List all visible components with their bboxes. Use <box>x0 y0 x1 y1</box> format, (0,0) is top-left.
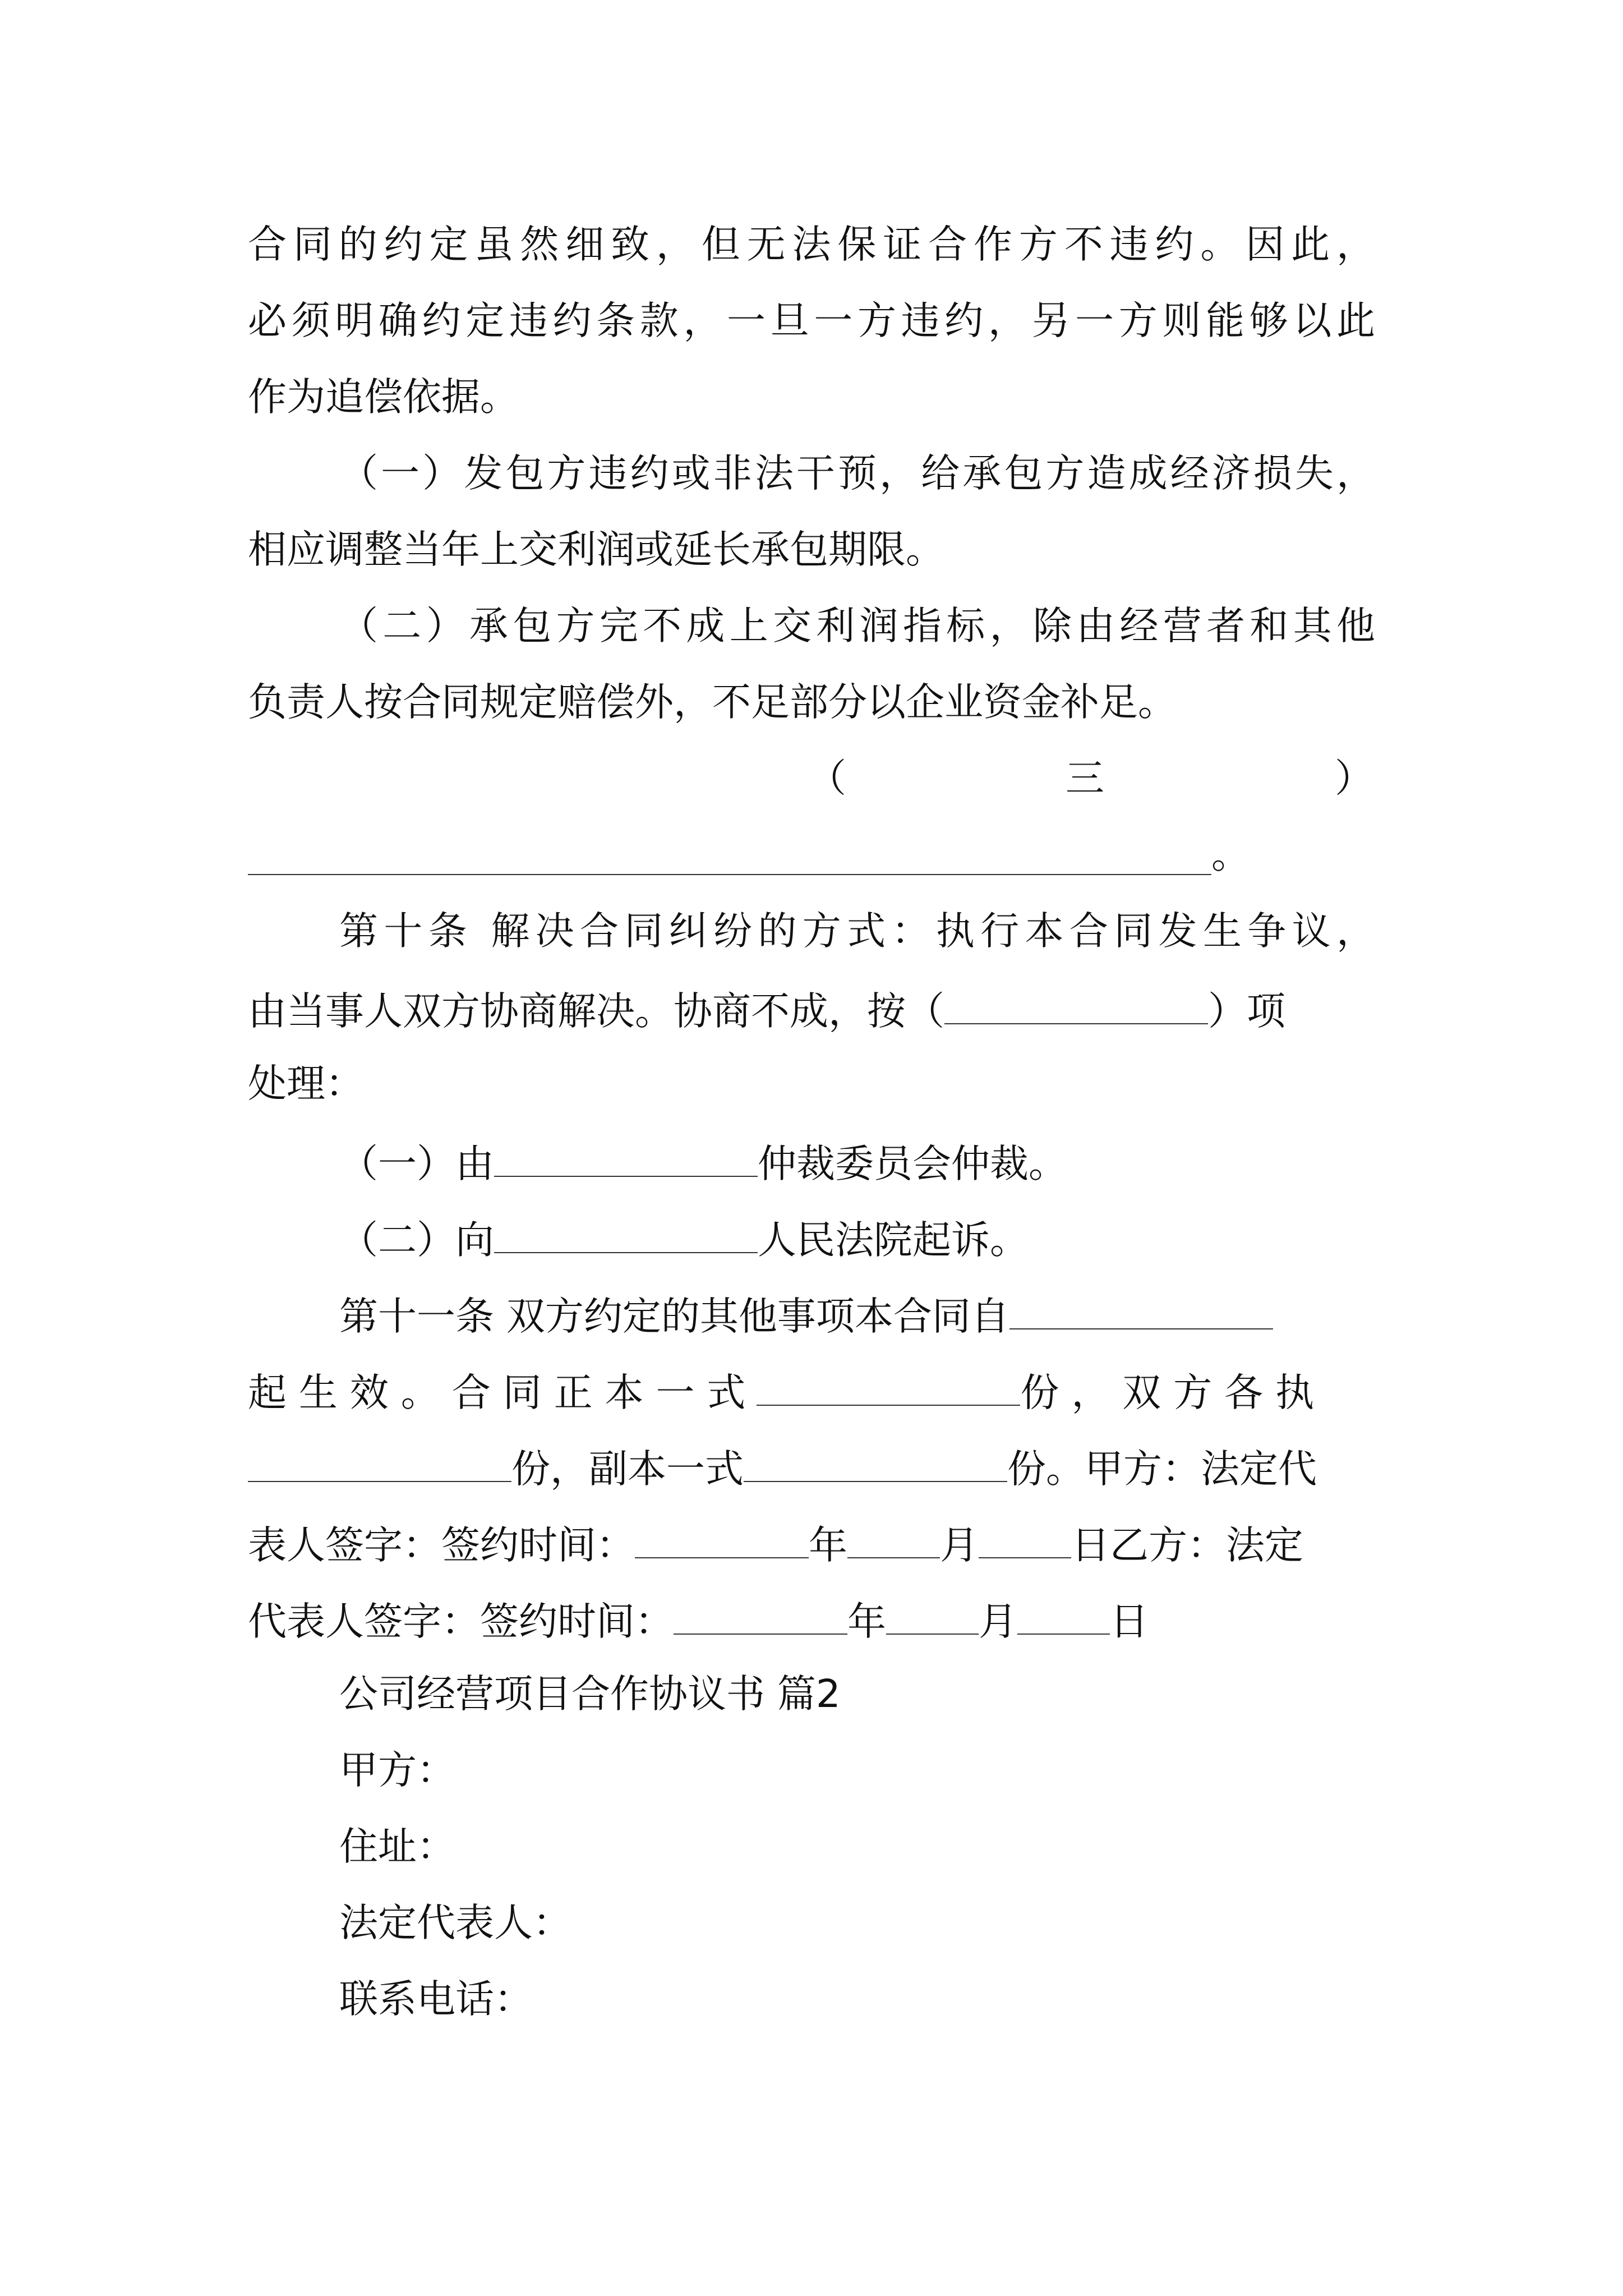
party-a-sign-label: 表人签字：签约时间： <box>248 1523 635 1568</box>
party-b-day-label: 日 <box>1110 1599 1149 1645</box>
party-b-month-blank <box>886 1599 979 1635</box>
article-eleven-line-3 <box>248 1446 1317 1492</box>
article-ten-item-blank <box>944 988 1208 1024</box>
duplicate-copies-blank <box>744 1446 1007 1482</box>
article-eleven-line-2 <box>248 1370 1315 1416</box>
article-ten-line-2-end: ）项 <box>1208 989 1285 1034</box>
section-two-phone: 联系电话： <box>339 1977 533 2022</box>
article-eleven-line-5 <box>248 1599 1149 1645</box>
court-name-blank <box>494 1217 758 1253</box>
party-a-month-label: 月 <box>940 1523 979 1568</box>
item-two-line-2: 负责人按合同规定赔偿外，不足部分以企业资金补足。 <box>248 680 1177 725</box>
article-eleven-line-3-end: 份。甲方：法定代 <box>1007 1447 1317 1492</box>
option-1-suffix: 仲裁委员会仲裁。 <box>758 1142 1067 1187</box>
option-1-prefix: （一）由 <box>339 1142 494 1187</box>
breach-paragraph-line-3: 作为追偿依据。 <box>248 375 519 420</box>
breach-paragraph-line-2: 必须明确约定违约条款，一旦一方违约，另一方则能够以此 <box>248 298 1375 343</box>
party-b-sign-label: 日乙方：法定 <box>1071 1523 1303 1568</box>
breach-paragraph-line-1: 合同的约定虽然细致，但无法保证合作方不违约。因此， <box>248 222 1375 267</box>
item-two-line-1: （二）承包方完不成上交利润指标，除由经营者和其他 <box>339 604 1375 648</box>
effective-date-blank <box>1009 1294 1273 1329</box>
item-three-open-paren: （ <box>808 756 846 801</box>
arbitration-commission-blank <box>494 1141 758 1177</box>
section-two-party-a: 甲方： <box>339 1748 455 1793</box>
section-two-title: 公司经营项目合作协议书 篇2 <box>339 1672 841 1717</box>
party-b-year-label: 年 <box>847 1599 886 1645</box>
article-eleven-line-4 <box>248 1522 1303 1568</box>
item-three-period: 。 <box>1211 832 1250 877</box>
item-three-number: 三 <box>1066 756 1104 801</box>
article-ten-line-3: 处理： <box>248 1061 364 1106</box>
item-one-line-1: （一）发包方违约或非法干预，给承包方造成经济损失， <box>339 451 1375 496</box>
article-ten-line-1: 第十条 解决合同纠纷的方式：执行本合同发生争议， <box>339 909 1375 954</box>
article-ten-option-2 <box>339 1217 1029 1263</box>
article-ten-line-2-text: 由当事人双方协商解决。协商不成，按（ <box>248 989 944 1034</box>
party-a-day-blank <box>979 1522 1071 1558</box>
article-ten-line-2 <box>248 988 1285 1034</box>
option-2-prefix: （二）向 <box>339 1218 494 1263</box>
section-two-address: 住址： <box>339 1824 455 1869</box>
party-a-month-blank <box>847 1522 940 1558</box>
party-a-year-blank <box>635 1522 809 1558</box>
party-b-day-blank <box>1017 1599 1110 1635</box>
article-eleven-line-1 <box>339 1294 1273 1340</box>
item-three-close-paren: ） <box>1335 756 1373 801</box>
article-eleven-line-2-text: 起 生 效 。 合 同 正 本 一 式 <box>248 1370 746 1416</box>
section-two-legal-rep: 法定代表人： <box>339 1901 571 1945</box>
option-2-suffix: 人民法院起诉。 <box>758 1218 1029 1263</box>
article-eleven-line-2-end: 份 ， 双 方 各 执 <box>1020 1370 1315 1416</box>
party-a-year-label: 年 <box>809 1523 847 1568</box>
copies-each-blank <box>248 1446 511 1482</box>
article-ten-option-1 <box>339 1141 1067 1187</box>
article-eleven-line-3-text: 份，副本一式 <box>511 1447 744 1492</box>
item-three-blank-line <box>248 874 1211 875</box>
original-copies-blank <box>757 1370 1020 1406</box>
article-eleven-line-1-text: 第十一条 双方约定的其他事项本合同自 <box>339 1294 1009 1340</box>
item-one-line-2: 相应调整当年上交利润或延长承包期限。 <box>248 527 944 572</box>
party-b-month-label: 月 <box>979 1599 1017 1645</box>
party-b-year-blank <box>674 1599 847 1635</box>
party-b-sign-time-label: 代表人签字：签约时间： <box>248 1599 674 1645</box>
